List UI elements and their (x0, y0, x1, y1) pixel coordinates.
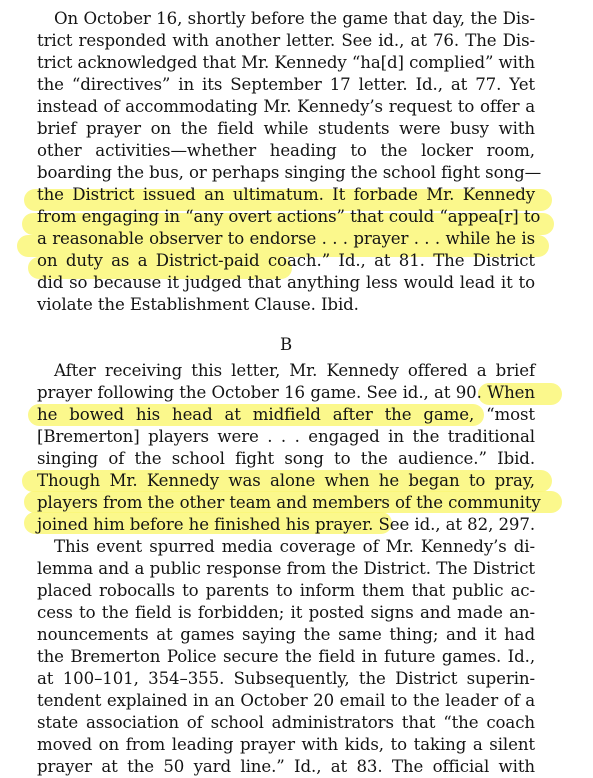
text-line: boarding the bus, or perhaps singing the school fight song— (37, 163, 542, 182)
text-line: prayer at the 50 yard line.” Id., at 83. The official with (37, 757, 535, 776)
text-line: state association of school administrators that “the coach (37, 713, 535, 732)
text-line: other activities—whether heading to the locker room, (37, 141, 535, 160)
section-heading: B (279, 335, 293, 354)
text-line: tendent explained in an October 20 email to the leader of a (37, 691, 535, 710)
text-line: placed robocalls to parents to inform them that public ac- (37, 581, 535, 600)
text-line: moved on from leading prayer with kids, to taking a silent (37, 735, 535, 754)
text-line: singing of the school fight song to the audience.” Ibid. (37, 449, 535, 468)
text-line: [Bremerton] players were . . . engaged in the traditional (37, 427, 535, 446)
text-line: trict responded with another letter. See id., at 76. The Dis- (37, 31, 535, 50)
text-line: cess to the field is forbidden; it posted signs and made an- (37, 603, 535, 622)
text-line: brief prayer on the field while students were busy with (37, 119, 535, 138)
text-line: players from the other team and members of the community (37, 493, 541, 512)
text-line: instead of accommodating Mr. Kennedy’s request to offer a (37, 97, 535, 116)
text-line: at 100–101, 354–355. Subsequently, the District superin- (37, 669, 535, 688)
text-line: a reasonable observer to endorse . . . prayer . . . while he is (37, 229, 535, 248)
text-line: On October 16, shortly before the game that day, the Dis- (54, 9, 535, 28)
text-line: the District issued an ultimatum. It forbade Mr. Kennedy (37, 185, 535, 204)
text-line: did so because it judged that anything less would lead it to (37, 273, 535, 292)
text-line: prayer following the October 16 game. See id., at 90. When (37, 383, 535, 402)
text-line: trict acknowledged that Mr. Kennedy “ha[d] complied” with (37, 53, 535, 72)
text-line: nouncements at games saying the same thing; and it had (37, 625, 535, 644)
text-line: Though Mr. Kennedy was alone when he began to pray, (37, 471, 535, 490)
text-line: the “directives” in its September 17 letter. Id., at 77. Yet (37, 75, 535, 94)
text-line: joined him before he finished his prayer. See id., at 82, 297. (37, 515, 535, 534)
text-line: This event spurred media coverage of Mr. Kennedy’s di- (54, 537, 535, 556)
text-line: the Bremerton Police secure the field in future games. Id., (37, 647, 535, 666)
text-line: on duty as a District-paid coach.” Id., at 81. The District (37, 251, 535, 270)
text-line: from engaging in “any overt actions” that could “appea[r] to (37, 207, 541, 226)
text-line: violate the Establishment Clause. Ibid. (37, 295, 359, 314)
text-line: After receiving this letter, Mr. Kennedy offered a brief (54, 361, 535, 380)
text-line: he bowed his head at midfield after the game, “most (37, 405, 535, 424)
text-line: lemma and a public response from the District. The District (37, 559, 535, 578)
